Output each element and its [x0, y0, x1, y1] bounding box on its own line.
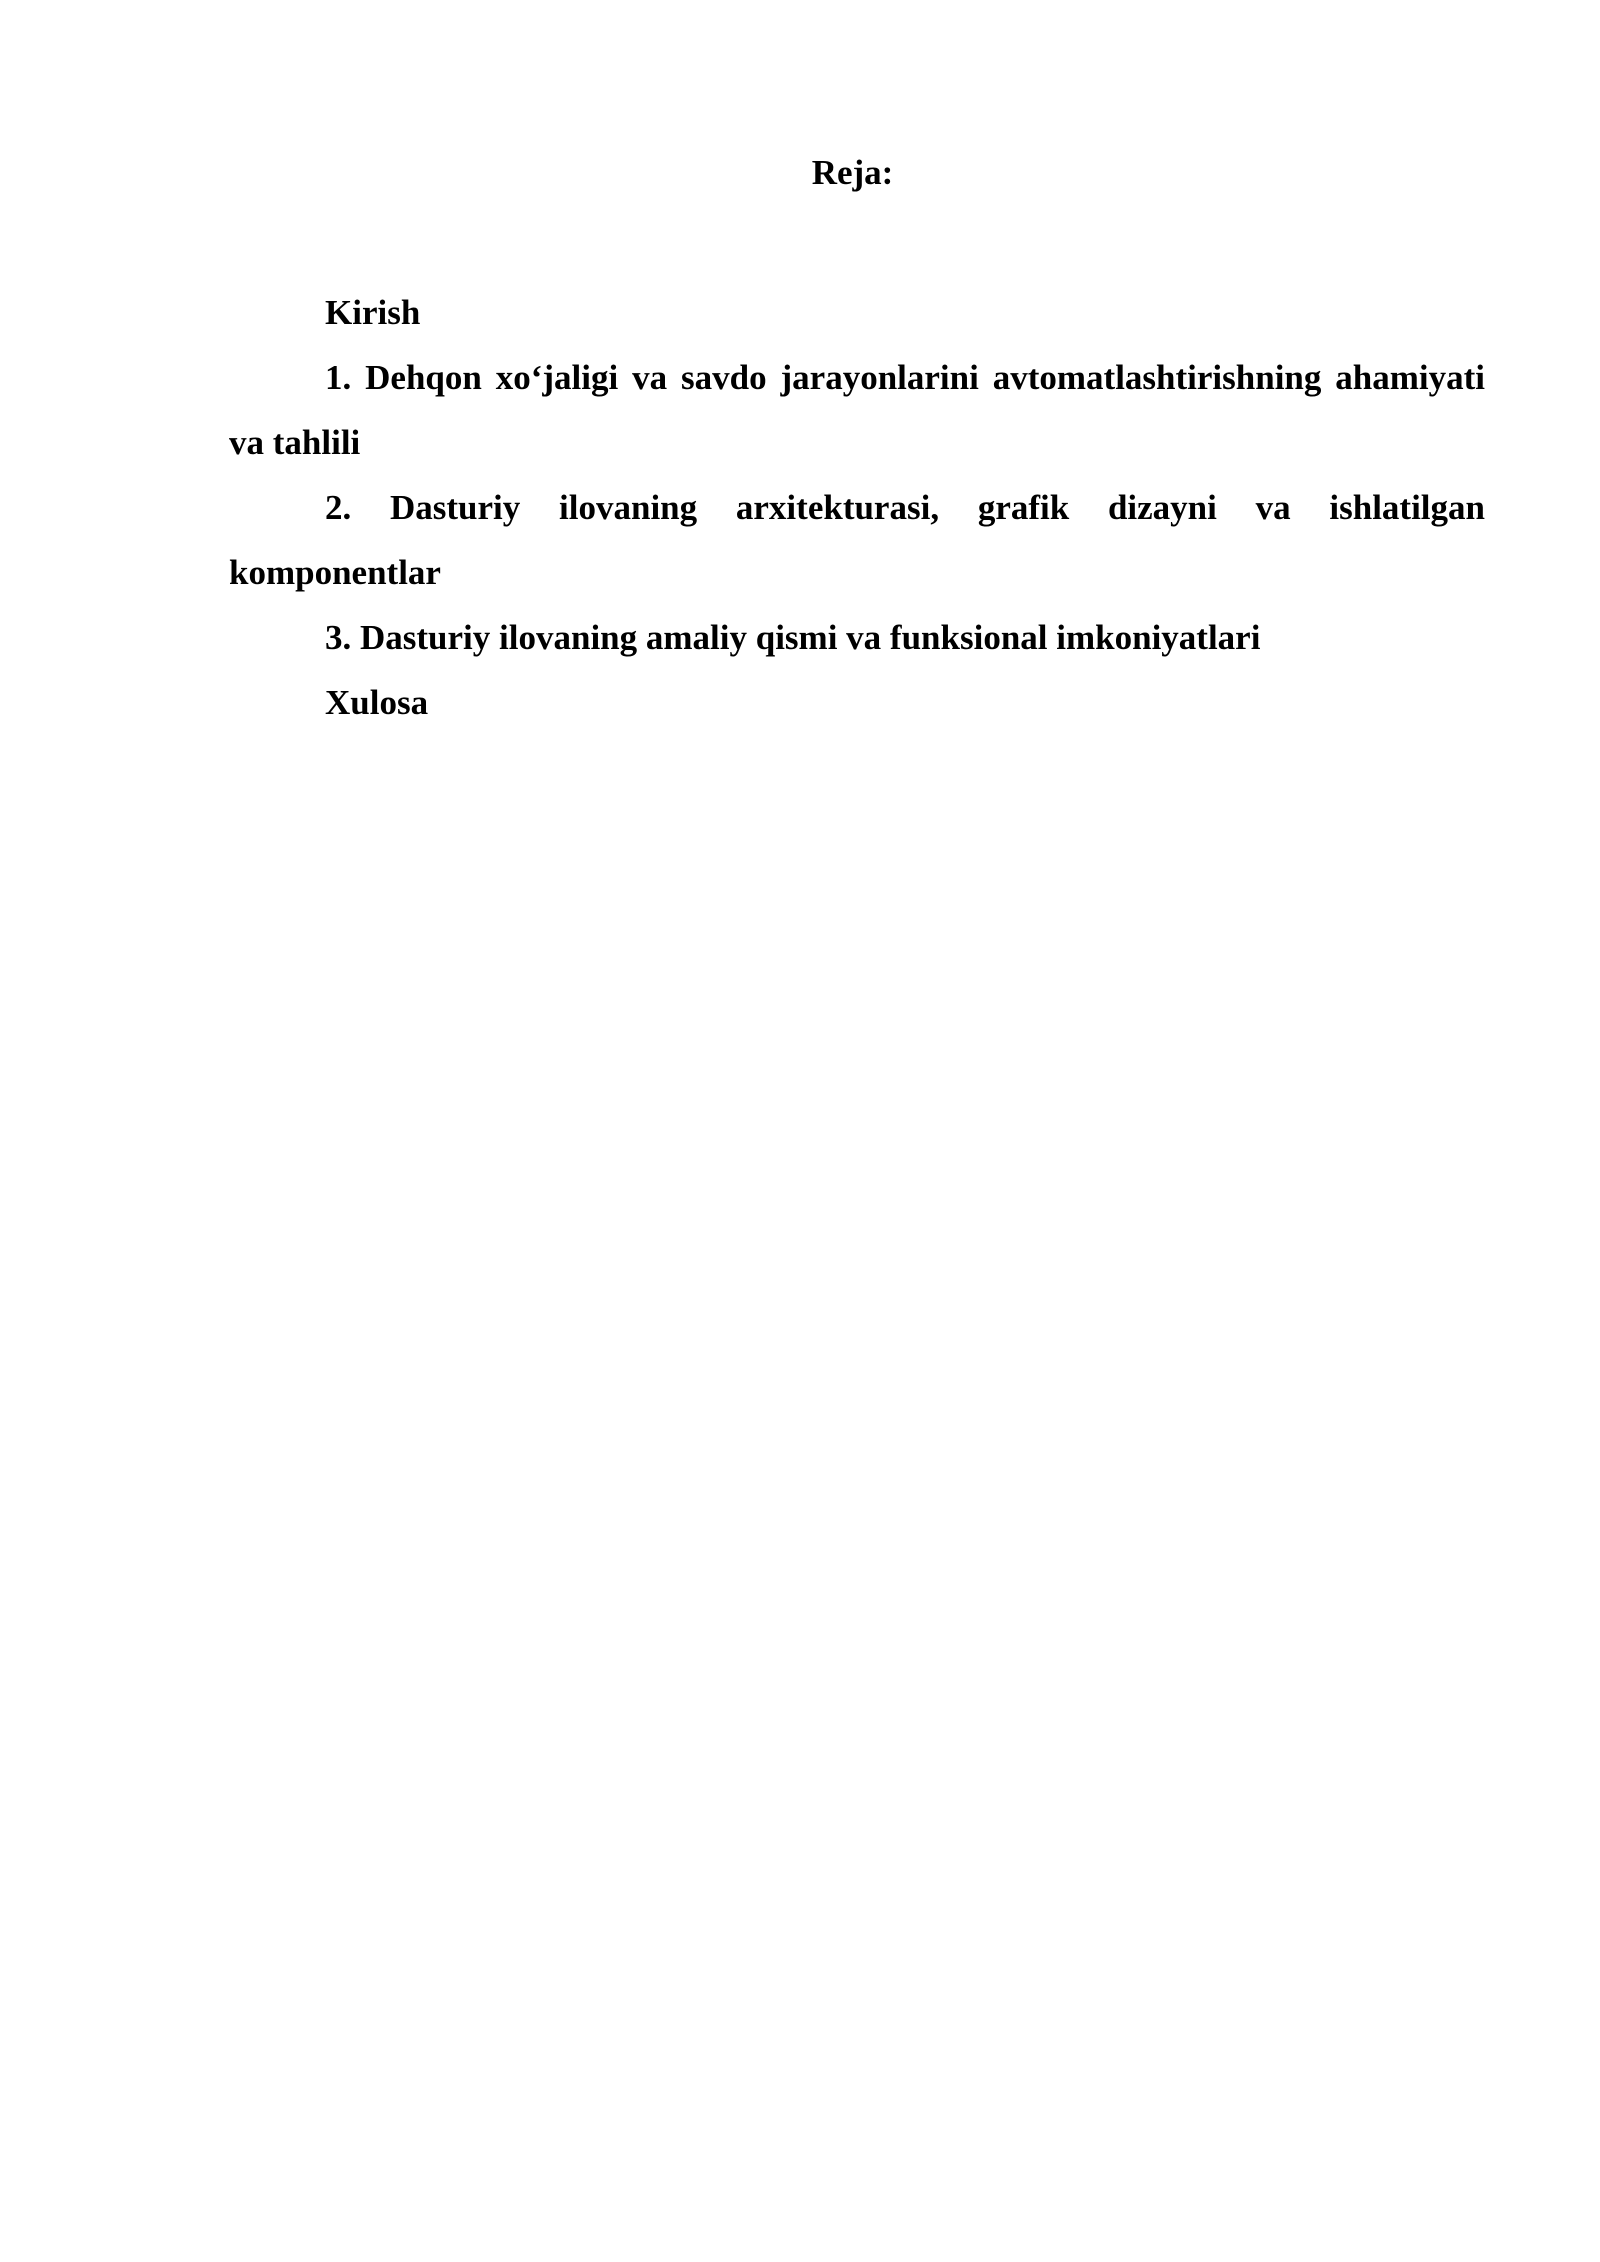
table-of-contents	[229, 280, 1485, 735]
page-title: Reja:	[811, 153, 894, 192]
toc-entry-chapter-3: 3. Dasturiy ilovaning amaliy qismi va funksional imkoniyatlari	[325, 618, 1261, 657]
toc-entry-introduction: Kirish	[325, 293, 421, 332]
toc-entry-conclusion: Xulosa	[325, 683, 429, 722]
toc-entry-chapter-2: 2. Dasturiy ilovaning arxitekturasi, grafik dizayni va ishlatilgan komponentlar	[229, 488, 1485, 592]
toc-entry-chapter-1: 1. Dehqon xo‘jaligi va savdo jarayonlarini avtomatlashtirishning ahamiyati va tahlili	[229, 358, 1485, 462]
